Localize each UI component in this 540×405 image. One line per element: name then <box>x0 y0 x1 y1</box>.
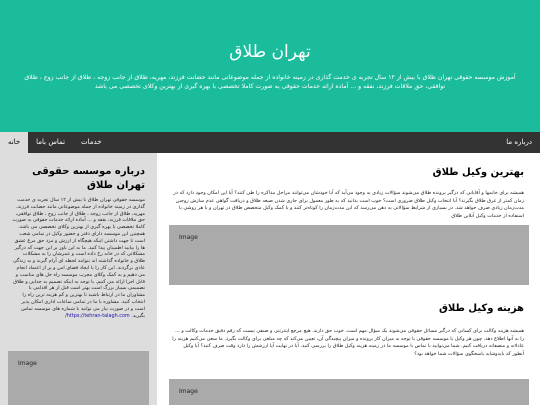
image-label: Image <box>179 234 198 241</box>
sidebar <box>0 153 157 405</box>
site-intro: آموزش موسسه حقوقی تهران طلاق با بیش از ۱۲ سال تجربه ی خدمت گذاری در زمینه خانواده از جمله موضوعاتی مانند حضانت فرزند، مهریه، طلاق از جانب زوجه ، طلاق از جانب زوج ، طلاق توافقی، حق ملاقات فرزند، نفقه و ... آماده ارائه خدمات حقوقی به صورت کاملا تخصصی با بهره گیری از بهترین وکلای تخصصی می باشد <box>24 74 516 90</box>
nav-home[interactable]: خانه <box>0 132 28 153</box>
main-image-placeholder-1 <box>169 225 529 285</box>
section-title-lawyer-fee: هزینه وکیل طلاق <box>438 303 524 314</box>
image-label: Image <box>179 388 198 395</box>
sidebar-body-text: موسسه حقوقی تهران طلاق با بیش از ۱۲ سال تجربه ی خدمت گذاری در زمینه خانواده از جمله موضوعاتی مانند حضانت فرزند، مهریه، طلاق از جانب زوجه ، طلاق از جانب زوج ، طلاق توافقی، حق ملاقات فرزند، نفقه و ... آماده ارائه خدمات حقوقی به صورت کاملا تخصصی با بهره گیری از بهترین وکلای تخصصی می باشد. همچنین این موسسه دارای دفتر و حضور وکیل در تمامی شعب است تا جهت داشتن اینکه هیچگاه از ارزش و مزد حق مرغ عشق ها را بیابید اطمینان پیدا کنید. ما به این باور بر این جهت که درگیر مشکلاتی که در خانه رخ داده است و عمرشان را به مشکلات طلاق و خانواده گذاشته اند بتوانند لحظه ای آرام گیرند و به زندگی عادی برگردند. این کار را با ایجاد فضای امن و پر از اعتماد انجام می دهیم و به کمک وکلای مجرب موسسه راه حل های مناسب و قابل اجرا ارائه می کنیم. با توجه به اینکه تصمیم به جدایی و طلاق تصمیمی بسیار بزرگ است بهتر است قبل از هر اقدامی با مشاوران ما در ارتباط باشید تا بهترین و کم هزینه ترین راه را انتخاب کنید. مشاوره با ما در تمامی ساعات اداری امکان پذیر است و در صورت نیاز می توانید با شماره های موسسه تماس بگیرید. <box>12 197 145 319</box>
sidebar-body <box>11 197 145 319</box>
nav-services[interactable]: خدمات <box>81 138 102 146</box>
sidebar-title: درباره موسسه حقوقی تهران طلاق <box>32 166 145 191</box>
section-body-lawyer-fee: همیشه هزینه وکالت برای کسانی که درگیر مسائل حقوقی می‌شوند یک سؤال مهم است. خوب حق دارند. هیچ مرجع ایتترنتی و صنفی نیست که رقم دقیق خدمات وکالت و ... را به آنها اطلاع دهد. چون هر وکیل یا موسسه حقوقی با توجه به میزان کار پرونده و میزان پیچیدگی آن، تعیین می‌کند که چه مبلغی برای وکالت بگیرد. ما سعی می‌کنیم هزینه را عادلانه و منصفانه دریافت کنیم. شما می‌توانید با تماس با موسسه ما در زمینه هزینه وکیل طلاق را بررسی کنید. آیا در نهایت آیا ارزشش را دارد وقت صرف کنید؟ آیا وکیل آنطور که بایدوشاید پاسخگوی سؤالات شما خواهد بود؟ <box>172 328 524 357</box>
nav-contact[interactable]: تماس باما <box>36 138 66 146</box>
main-content <box>157 153 540 405</box>
main-image-placeholder-2 <box>169 379 529 405</box>
site-title: تهران طلاق <box>229 42 311 62</box>
sidebar-link[interactable]: https://tehran-talagh.com/ <box>65 312 130 319</box>
section-title-best-lawyer: بهترین وکیل طلاق <box>432 167 524 178</box>
section-body-best-lawyer: همیشه برای خانمها و آقایانی که درگیر پرونده طلاق می‌شوند سؤالات زیادی به وجود می‌آید که آیا خودشان می‌توانند مراحل مذاکره را طی کنند؟ آیا این امکان وجود دارد که در زمان کمتر از غرق طلاق بگیرند؟ آیا انتخاب وکیل طلاق ضروری است؟ خوب است بدانید که به طور معمول برای جاری شدن صیغه طلاق و دریافت گواهی عدم سازش زوجین مدت‌زمان زیادی صرف خواهد شد. در بسیاری از شرایط سؤالاتی به ذهن می‌رسد که این مدت‌زمان را کوتاه‌تر کنند و با کمک وکیل متخصص طلاق در تهران و با هر روشی با استفاده از خدمات وکیل آنلاین طلاق <box>173 190 524 219</box>
sidebar-image-placeholder <box>8 351 149 405</box>
nav-about-us[interactable]: درباره ما <box>506 138 532 146</box>
site-header <box>0 0 540 132</box>
image-label: Image <box>18 360 37 367</box>
top-navbar <box>0 132 540 153</box>
